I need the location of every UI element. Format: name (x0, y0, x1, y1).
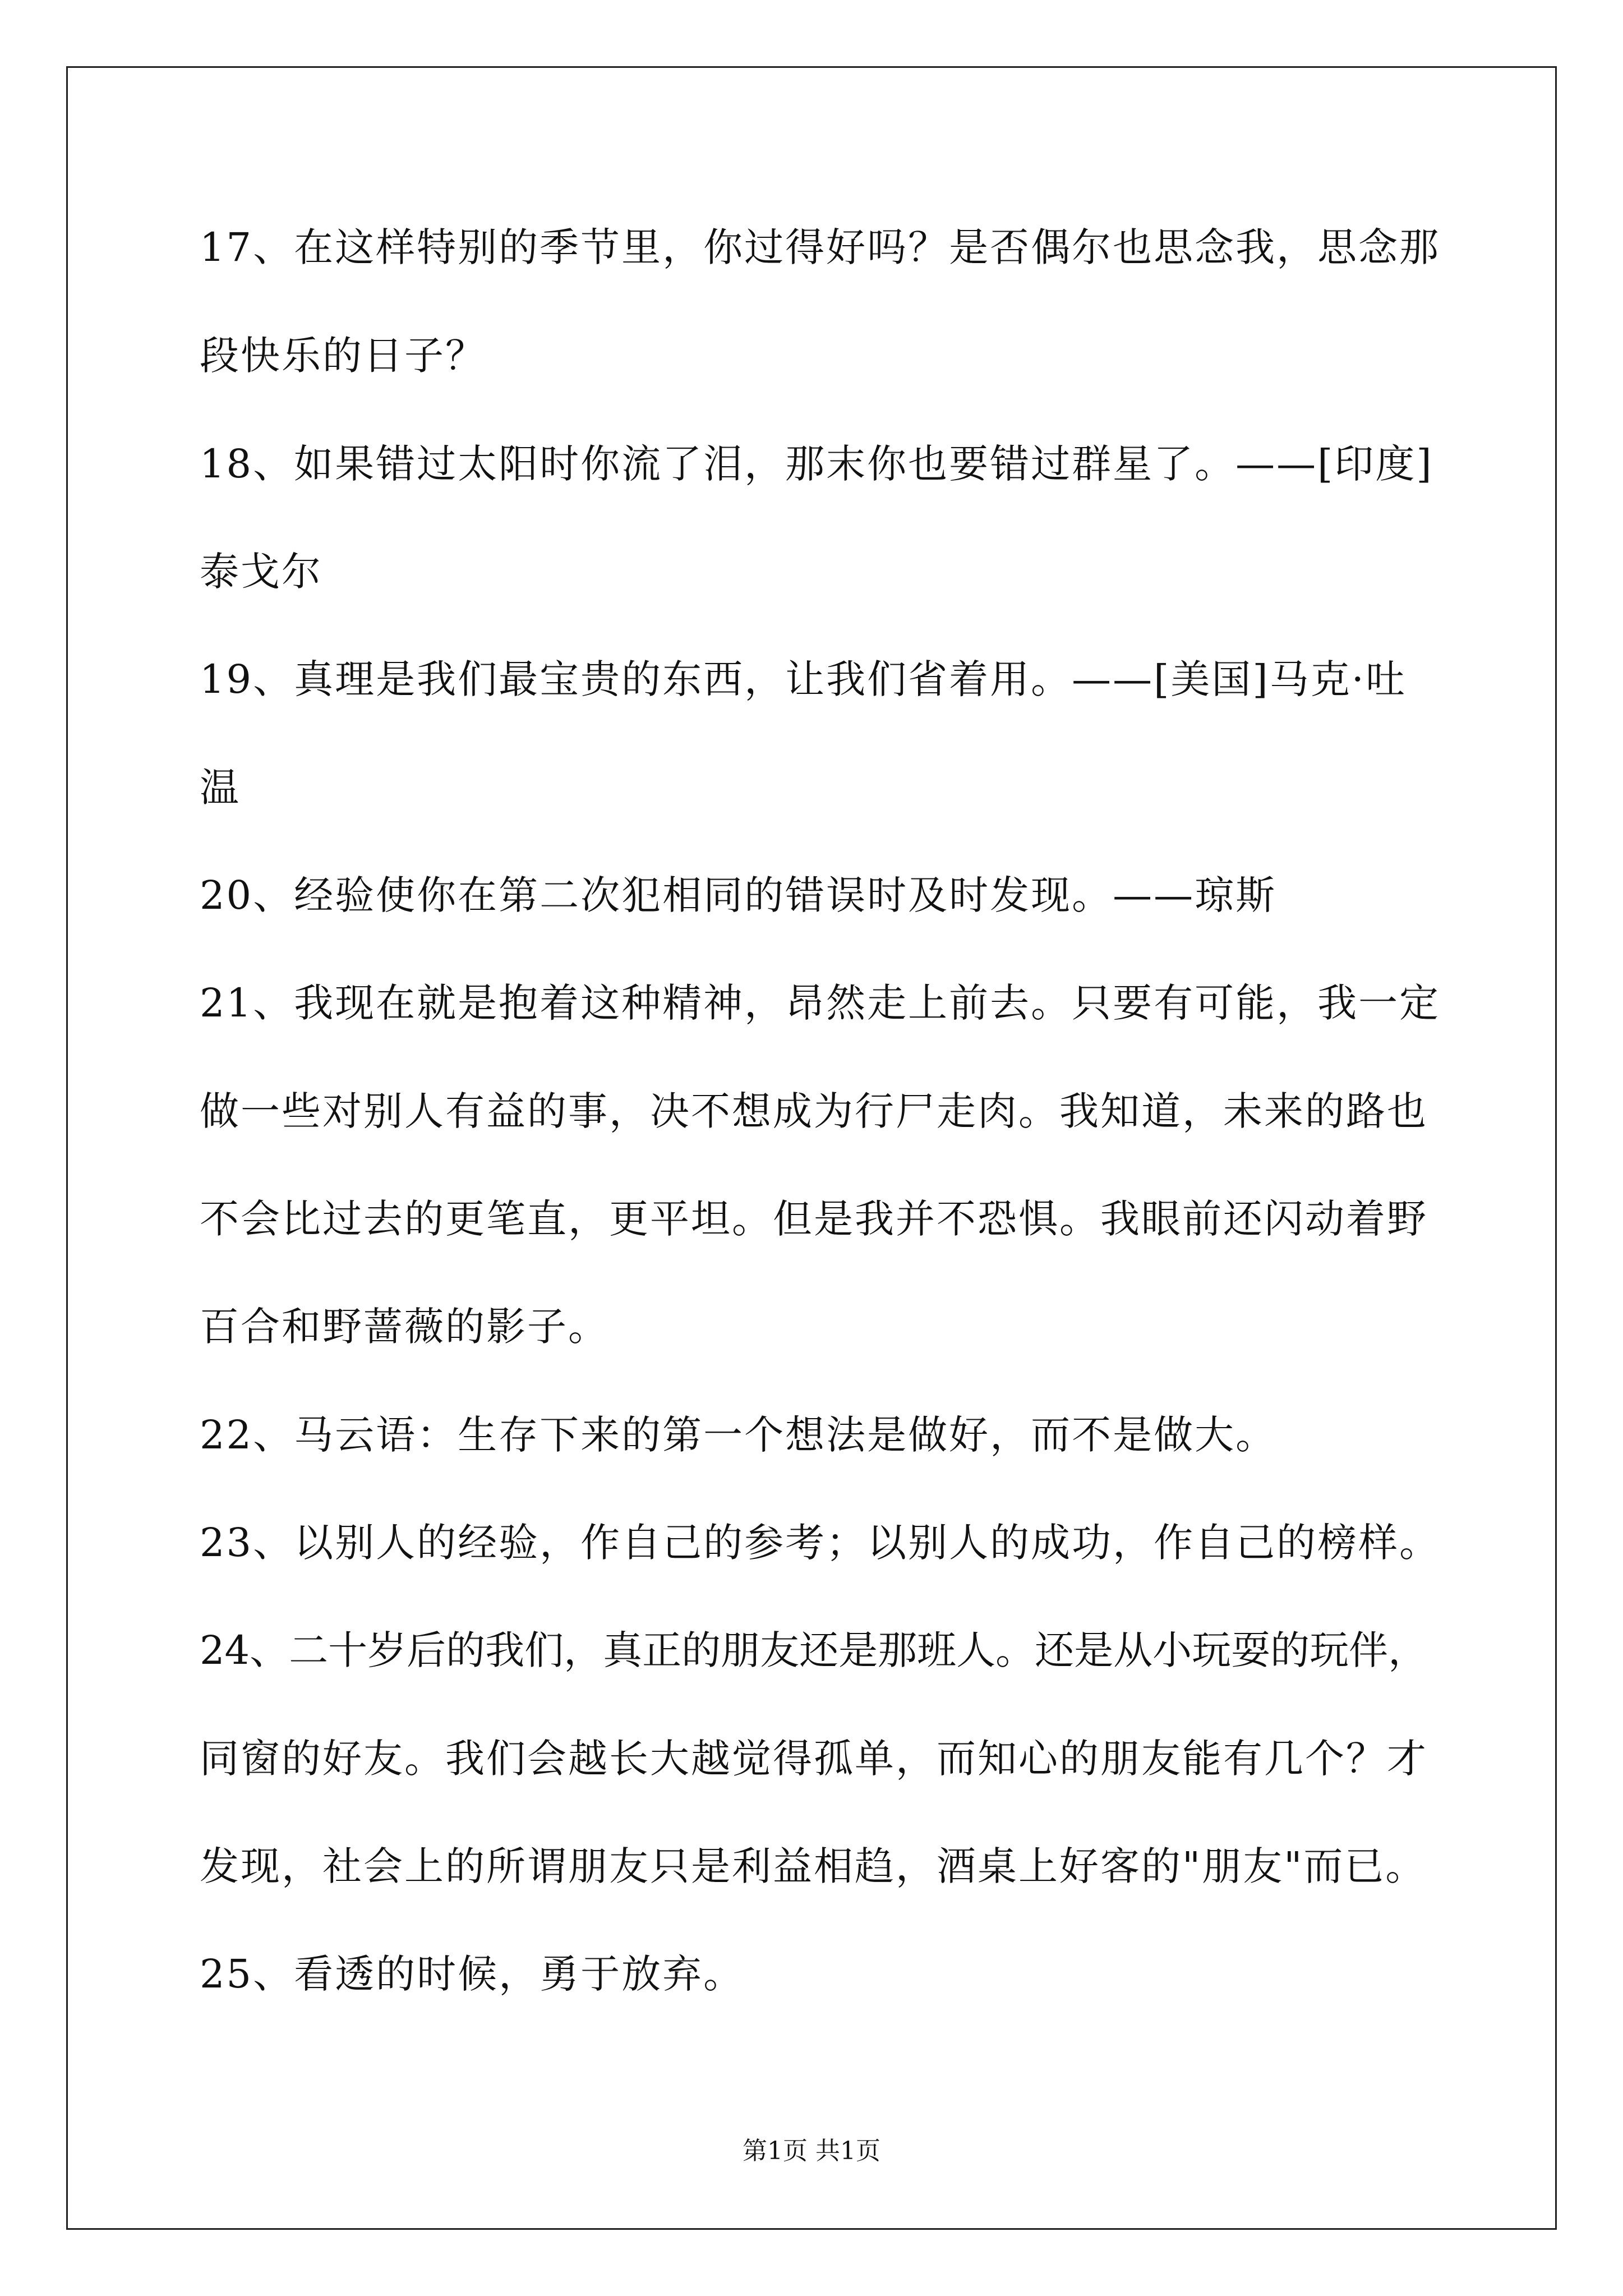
text-line-18a: 18、如果错过太阳时你流了泪，那末你也要错过群星了。——[印度] (200, 441, 1433, 487)
text-line-17a: 17、在这样特别的季节里，你过得好吗？是否偶尔也思念我，思念那 (200, 224, 1441, 270)
text-line-21c: 不会比过去的更笔直，更平坦。但是我并不恐惧。我眼前还闪动着野 (200, 1196, 1428, 1242)
text-line-20: 20、经验使你在第二次犯相同的错误时及时发现。——琼斯 (200, 872, 1277, 918)
text-line-25: 25、看透的时候，勇于放弃。 (200, 1951, 745, 1997)
text-line-24c: 发现，社会上的所谓朋友只是利益相趋，酒桌上好客的"朋友"而已。 (200, 1843, 1427, 1889)
page-border (66, 66, 1557, 2230)
text-line-24b: 同窗的好友。我们会越长大越觉得孤单，而知心的朋友能有几个？才 (200, 1736, 1428, 1782)
text-line-19b: 温 (200, 765, 241, 811)
text-line-21a: 21、我现在就是抱着这种精神，昂然走上前去。只要有可能，我一定 (200, 980, 1441, 1026)
text-line-21d: 百合和野蔷薇的影子。 (200, 1304, 609, 1350)
text-line-18b: 泰戈尔 (200, 549, 322, 595)
text-line-23: 23、以别人的经验，作自己的参考；以别人的成功，作自己的榜样。 (200, 1520, 1441, 1566)
text-line-17b: 段快乐的日子？ (200, 333, 486, 379)
text-line-22: 22、马云语：生存下来的第一个想法是做好，而不是做大。 (200, 1412, 1277, 1458)
text-line-19a: 19、真理是我们最宝贵的东西，让我们省着用。——[美国]马克·吐 (200, 656, 1407, 702)
text-line-21b: 做一些对别人有益的事，决不想成为行尸走肉。我知道，未来的路也 (200, 1088, 1428, 1134)
text-line-24a: 24、二十岁后的我们，真正的朋友还是那班人。还是从小玩耍的玩伴， (200, 1627, 1428, 1673)
page-footer: 第1页 共1页 (743, 2137, 880, 2165)
